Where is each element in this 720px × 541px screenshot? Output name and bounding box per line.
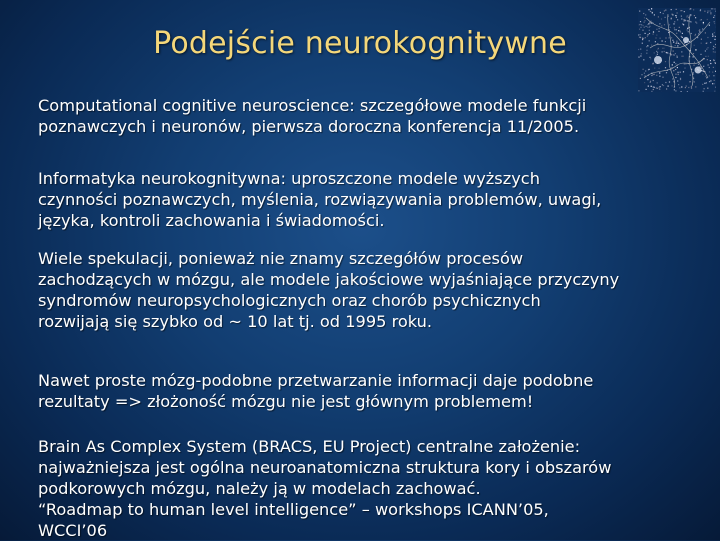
paragraph-line: języka, kontroli zachowania i świadomości. xyxy=(38,210,708,231)
paragraph-nawet-proste xyxy=(38,370,708,412)
paragraph-line: Brain As Complex System (BRACS, EU Project) centralne założenie: xyxy=(38,436,708,457)
paragraph-line: Informatyka neurokognitywna: uproszczone modele wyższych xyxy=(38,168,708,189)
paragraph-line: rezultaty => złożoność mózgu nie jest głównym problemem! xyxy=(38,391,708,412)
slide-title: Podejście neurokognitywne xyxy=(0,26,720,61)
paragraph-wiele-spekulacji xyxy=(38,248,708,332)
paragraph-line: Computational cognitive neuroscience: szczegółowe modele funkcji xyxy=(38,95,708,116)
paragraph-line: Nawet proste mózg-podobne przetwarzanie informacji daje podobne xyxy=(38,370,708,391)
paragraph-line: poznawczych i neuronów, pierwsza doroczna konferencja 11/2005. xyxy=(38,116,708,137)
paragraph-line: zachodzących w mózgu, ale modele jakościowe wyjaśniające przyczyny xyxy=(38,269,708,290)
paragraph-line: Wiele spekulacji, ponieważ nie znamy szczegółów procesów xyxy=(38,248,708,269)
paragraph-line: podkorowych mózgu, należy ją w modelach zachować. xyxy=(38,478,708,499)
neural-network-icon xyxy=(638,8,716,92)
paragraph-informatyka-neurokognitywna xyxy=(38,168,708,231)
paragraph-line: najważniejsza jest ogólna neuroanatomiczna struktura kory i obszarów xyxy=(38,457,708,478)
paragraph-computational-cognitive-neuroscience xyxy=(38,95,708,137)
paragraph-line: WCCI’06 xyxy=(38,520,708,541)
paragraph-line: syndromów neuropsychologicznych oraz chorób psychicznych xyxy=(38,290,708,311)
paragraph-brain-as-complex-system xyxy=(38,436,708,541)
paragraph-line: czynności poznawczych, myślenia, rozwiązywania problemów, uwagi, xyxy=(38,189,708,210)
paragraph-line: “Roadmap to human level intelligence” – workshops ICANN’05, xyxy=(38,499,708,520)
paragraph-line: rozwijają się szybko od ~ 10 lat tj. od 1995 roku. xyxy=(38,311,708,332)
